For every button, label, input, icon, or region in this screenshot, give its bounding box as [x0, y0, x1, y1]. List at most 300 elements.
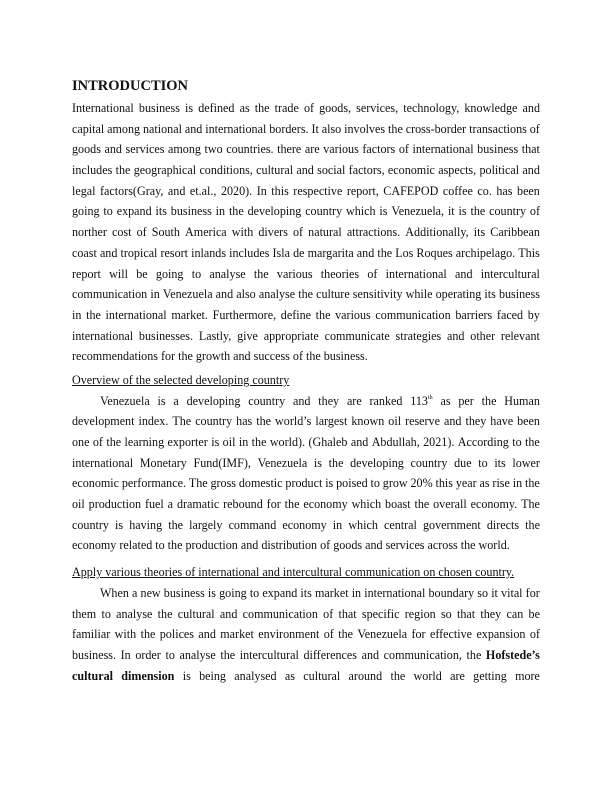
word: is	[313, 455, 322, 470]
word: trade	[274, 101, 299, 115]
word: of	[398, 142, 409, 157]
word: per	[458, 393, 474, 408]
word: technology,	[403, 101, 460, 115]
word: Roques	[416, 245, 453, 260]
word: and	[522, 163, 540, 178]
word: development	[72, 414, 135, 429]
word: to	[370, 476, 380, 491]
word: report	[72, 266, 101, 281]
word: them	[72, 606, 97, 621]
word: going	[155, 266, 184, 281]
word: defined	[198, 101, 235, 115]
word: de	[293, 245, 305, 260]
word: capital	[72, 121, 105, 136]
word: Venezuela	[100, 393, 150, 408]
word: business	[170, 204, 212, 219]
subheading-apply-theories: Apply various theories of international and intercultural communication on chosen country.	[72, 565, 515, 580]
word: includes	[229, 245, 270, 260]
word: of	[367, 266, 378, 281]
word: knowledge	[464, 101, 518, 115]
word: analysed	[234, 668, 277, 683]
word: coast	[72, 245, 97, 260]
word: there	[277, 142, 302, 157]
word: country	[305, 204, 343, 219]
word: Hofstede’s	[485, 647, 540, 662]
word: international	[364, 585, 426, 600]
word: so	[440, 606, 452, 621]
paragraph-line	[72, 453, 540, 474]
word: one	[72, 435, 90, 450]
paragraph-line	[72, 346, 540, 367]
word: the	[115, 163, 131, 178]
word: intercultural	[239, 647, 299, 662]
word: has	[236, 414, 253, 429]
word: the	[525, 517, 540, 532]
word: being	[199, 668, 226, 683]
word: international	[72, 455, 134, 470]
word: by	[527, 307, 540, 322]
word: ranked	[369, 393, 403, 408]
word: analyse	[116, 606, 153, 621]
word: faced	[496, 307, 524, 322]
word: and	[198, 627, 216, 642]
word: a	[132, 585, 138, 600]
word: world	[413, 668, 442, 683]
word: the	[178, 349, 193, 364]
word: international	[72, 328, 134, 343]
apply-paragraph	[72, 583, 540, 686]
word: the	[481, 393, 497, 408]
word: with	[231, 225, 254, 240]
word: and	[350, 435, 369, 450]
word: margarita	[307, 245, 354, 260]
word: production	[185, 538, 238, 553]
word: When	[100, 585, 129, 600]
word: business.	[72, 647, 117, 662]
word: it	[447, 204, 455, 219]
paragraph-line	[72, 305, 540, 326]
word: dimension	[121, 668, 175, 683]
word: South	[151, 225, 180, 240]
paragraph-line	[72, 284, 540, 305]
word: communication	[72, 287, 148, 302]
word: goods	[333, 538, 363, 553]
word: of	[320, 538, 331, 553]
word: its	[494, 455, 506, 470]
word: among	[107, 121, 141, 136]
word: countries.	[226, 142, 274, 157]
word: domestic	[238, 476, 283, 491]
word: factors,	[348, 163, 385, 178]
word: fuel	[144, 497, 164, 512]
word: The	[172, 414, 192, 429]
word: been	[517, 414, 540, 429]
overview-paragraph	[72, 391, 540, 557]
word: have	[490, 414, 514, 429]
paragraph-line	[72, 666, 540, 687]
word: is	[211, 435, 220, 450]
word: to	[103, 204, 113, 219]
paragraph-line	[72, 411, 540, 432]
word: business	[477, 142, 519, 157]
word: resort	[160, 245, 189, 260]
word: Isla	[272, 245, 290, 260]
word: sensitivity	[352, 287, 403, 302]
word: in	[332, 517, 343, 532]
word: as	[440, 393, 451, 408]
word: are	[450, 668, 465, 683]
word: effective	[429, 627, 473, 642]
word: largely	[189, 517, 223, 532]
word: also	[321, 121, 342, 136]
word: going	[219, 585, 247, 600]
word: also	[236, 287, 256, 302]
word: while	[405, 287, 433, 302]
paragraph-line	[72, 494, 540, 515]
word: they	[465, 414, 487, 429]
word: cultural	[303, 668, 341, 683]
word: other	[470, 328, 496, 343]
word: the	[157, 606, 173, 621]
word: can	[506, 606, 524, 621]
word: market	[314, 585, 349, 600]
word: Furthermore,	[212, 307, 277, 322]
word: international	[412, 142, 474, 157]
word: to	[478, 455, 488, 470]
word: oil	[388, 414, 402, 429]
word: that	[338, 606, 357, 621]
word: exporter	[167, 435, 208, 450]
word: economy	[72, 538, 117, 553]
word: co.	[477, 183, 492, 198]
word: business	[498, 287, 540, 302]
word: and	[365, 538, 383, 553]
word: has	[496, 183, 513, 198]
word: in	[351, 585, 362, 600]
word: country	[248, 393, 286, 408]
word: related	[119, 538, 153, 553]
word: recommendations	[72, 349, 158, 364]
word: the	[315, 307, 331, 322]
paragraph-line	[72, 139, 540, 160]
word: cultural	[256, 163, 294, 178]
word: for	[266, 497, 281, 512]
word: world.	[478, 538, 510, 553]
word: to	[155, 538, 165, 553]
word: region	[404, 606, 436, 621]
word: Los	[395, 245, 414, 260]
word: various	[276, 266, 313, 281]
word: of	[136, 225, 147, 240]
word: reserve	[405, 414, 440, 429]
word: the	[460, 538, 476, 553]
superscript: th	[427, 394, 433, 401]
word: it	[491, 585, 498, 600]
word: communication	[242, 606, 318, 621]
word: respective	[293, 183, 343, 198]
word: be	[528, 606, 540, 621]
word: various	[323, 142, 359, 157]
word: going	[72, 204, 100, 219]
word: 113th	[410, 393, 433, 408]
word: the	[220, 647, 236, 662]
document-page	[72, 76, 540, 686]
word: this	[271, 183, 289, 198]
word: specific	[361, 606, 400, 621]
word: cost	[112, 225, 132, 240]
word: differences	[303, 647, 357, 662]
paragraph-line	[72, 264, 540, 285]
word: transactions	[469, 121, 527, 136]
word: getting	[473, 668, 507, 683]
word: 2021).	[423, 435, 455, 450]
word: central	[383, 517, 417, 532]
word: the	[525, 435, 540, 450]
word: new	[140, 585, 161, 600]
word: borders.	[269, 121, 309, 136]
word: for	[525, 585, 540, 600]
word: with	[114, 627, 137, 642]
word: polices	[159, 627, 195, 642]
word: is	[458, 204, 467, 219]
word: as	[284, 668, 295, 683]
word: so	[477, 585, 489, 600]
word: boundary	[428, 585, 475, 600]
word: and	[356, 245, 375, 260]
paragraph-line	[72, 181, 540, 202]
word: international	[105, 307, 167, 322]
word: CAFEPOD	[383, 183, 439, 198]
word: international	[205, 121, 267, 136]
word: the	[284, 497, 300, 512]
word: the	[390, 668, 406, 683]
word: Human	[504, 393, 540, 408]
word: the	[86, 307, 101, 322]
word: developing	[247, 204, 302, 219]
word: geographical	[133, 163, 197, 178]
word: known	[351, 414, 385, 429]
word: its	[155, 204, 167, 219]
word: report,	[346, 183, 379, 198]
word: In	[256, 183, 267, 198]
word: market.	[171, 307, 208, 322]
word: the	[228, 204, 244, 219]
word: relevant	[500, 328, 540, 343]
word: its	[484, 287, 496, 302]
word: Lastly,	[198, 328, 232, 343]
word: year	[455, 476, 477, 491]
word: to	[165, 647, 175, 662]
word: In	[120, 647, 131, 662]
intro-paragraph	[72, 98, 540, 367]
word: business	[138, 101, 180, 115]
word: aspects,	[438, 163, 477, 178]
word: define	[280, 307, 311, 322]
word: economy	[282, 517, 327, 532]
word: economy.	[470, 497, 518, 512]
word: world’s	[275, 414, 312, 429]
word: Additionally,	[405, 225, 469, 240]
paragraph-line	[72, 201, 540, 222]
word: and	[361, 647, 380, 662]
word: familiar	[72, 627, 111, 642]
word: in	[72, 307, 82, 322]
word: the	[167, 538, 183, 553]
word: inlands	[191, 245, 227, 260]
word: the	[305, 349, 321, 364]
word: cross-border	[405, 121, 467, 136]
word: the	[525, 476, 540, 491]
word: and	[443, 414, 462, 429]
word: business	[163, 585, 205, 600]
word: 20%	[410, 476, 433, 491]
word: and	[215, 287, 234, 302]
word: analyse	[209, 266, 246, 281]
word: includes	[72, 163, 113, 178]
word: will	[109, 266, 128, 281]
word: of	[323, 627, 334, 642]
word: divers	[258, 225, 288, 240]
paragraph-line	[72, 119, 540, 140]
word: the	[470, 204, 486, 219]
word: been	[517, 183, 540, 198]
word: barriers	[455, 307, 493, 322]
word: its	[300, 585, 312, 600]
word: expand	[116, 204, 152, 219]
word: they	[318, 393, 340, 408]
word: expand	[262, 585, 298, 600]
word: is	[182, 668, 191, 683]
word: its	[473, 225, 486, 240]
word: involves	[344, 121, 386, 136]
word: The	[188, 476, 208, 491]
word: a	[167, 497, 174, 512]
section-heading-introduction: INTRODUCTION	[72, 78, 189, 94]
word: success	[253, 349, 290, 364]
word: is	[157, 393, 166, 408]
word: The	[521, 497, 540, 512]
paragraph-line	[72, 535, 540, 556]
word: that	[456, 606, 476, 621]
word: as	[239, 101, 250, 115]
paragraph-line	[72, 583, 540, 604]
word: attractions.	[346, 225, 401, 240]
word: theories	[320, 266, 360, 281]
word: for	[160, 349, 176, 364]
word: in	[238, 435, 249, 450]
word: country	[195, 414, 233, 429]
word: Caribbean	[490, 225, 540, 240]
word: largest	[315, 414, 348, 429]
word: performance.	[121, 476, 186, 491]
paragraph-line	[72, 473, 540, 494]
word: According	[457, 435, 509, 450]
word: this	[435, 476, 453, 491]
word: rise	[492, 476, 510, 491]
word: of	[529, 204, 540, 219]
word: (Ghaleb	[308, 435, 348, 450]
word: of	[293, 225, 304, 240]
word: goods,	[319, 101, 352, 115]
word: the	[298, 287, 313, 302]
word: a	[173, 393, 179, 408]
paragraph-line	[72, 160, 540, 181]
word: and	[184, 121, 203, 136]
word: social	[317, 163, 346, 178]
word: growth	[195, 349, 231, 364]
word: International	[72, 101, 134, 115]
word: is	[325, 476, 334, 491]
word: and	[99, 245, 118, 260]
word: appropriate	[263, 328, 319, 343]
word: of	[303, 101, 315, 115]
word: dramatic	[176, 497, 220, 512]
word: Fund(IMF),	[193, 455, 251, 470]
word: of	[292, 349, 303, 364]
word: for	[411, 627, 426, 642]
word: developing	[350, 455, 404, 470]
word: market	[220, 627, 254, 642]
word: and	[292, 393, 311, 408]
word: to	[191, 266, 202, 281]
word: the	[251, 435, 267, 450]
word: expansion	[476, 627, 526, 642]
paragraph-line	[72, 515, 540, 536]
word: communication,	[383, 647, 462, 662]
word: economic	[387, 163, 435, 178]
word: in	[150, 287, 160, 302]
word: analyse	[179, 647, 216, 662]
word: are	[304, 142, 320, 157]
word: Venezuela,	[391, 204, 445, 219]
word: cultural	[177, 606, 215, 621]
word: communication	[375, 307, 451, 322]
word: is	[379, 204, 388, 219]
word: political	[479, 163, 520, 178]
word: government	[422, 517, 481, 532]
word: and	[455, 266, 473, 281]
word: the	[328, 455, 344, 470]
word: country	[72, 517, 109, 532]
word: developing	[186, 393, 241, 408]
word: and	[219, 606, 238, 621]
word: across	[427, 538, 458, 553]
word: oil	[222, 435, 236, 450]
word: culture	[316, 287, 350, 302]
word: international	[385, 266, 447, 281]
word: Venezuela	[357, 627, 408, 642]
paragraph-line	[72, 432, 540, 453]
word: and	[167, 183, 186, 198]
word: that	[521, 142, 540, 157]
word: coffee	[442, 183, 473, 198]
word: poised	[336, 476, 368, 491]
word: of	[323, 606, 334, 621]
word: in	[512, 476, 523, 491]
word: vital	[501, 585, 523, 600]
word: goods	[72, 142, 101, 157]
word: around	[348, 668, 383, 683]
word: natural	[308, 225, 342, 240]
word: national	[142, 121, 182, 136]
word: services	[125, 142, 165, 157]
word: to	[101, 606, 111, 621]
word: due	[454, 455, 472, 470]
word: Venezuela	[257, 455, 308, 470]
paragraph-line	[72, 604, 540, 625]
word: services,	[356, 101, 399, 115]
word: intercultural	[480, 266, 540, 281]
